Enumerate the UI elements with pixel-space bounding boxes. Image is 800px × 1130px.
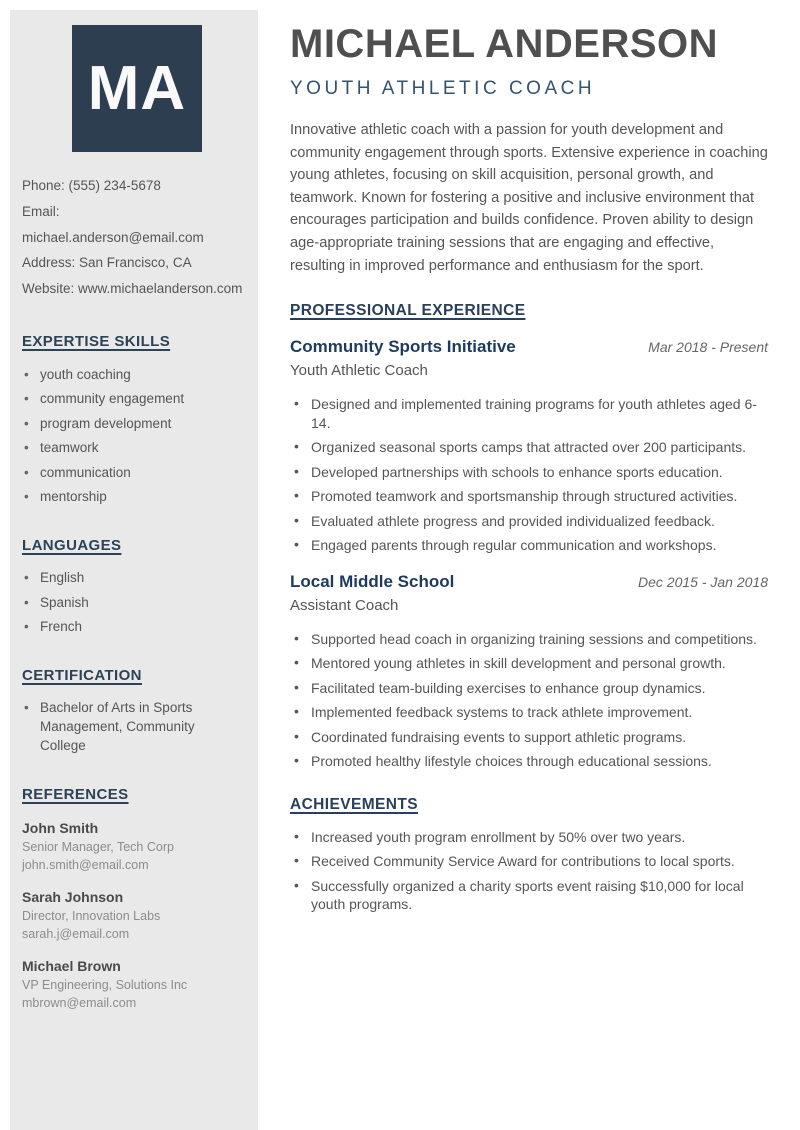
job-bullet: • Supported head coach in organizing training sessions and competitions. [290,630,768,649]
job-bullet: • Engaged parents through regular communication and workshops. [290,536,768,555]
achievements-list [290,828,768,914]
job-bullet: • Evaluated athlete progress and provided individualized feedback. [290,512,768,531]
achievement-bullet: • Received Community Service Award for contributions to local sports. [290,852,768,871]
reference-name: John Smith [22,820,99,837]
language-item: • Spanish [22,593,244,612]
contact-line: Website: www.michaelanderson.com [22,281,243,297]
job-bullet: • Implemented feedback systems to track athlete improvement. [290,703,768,722]
reference-name: Sarah Johnson [22,889,124,906]
job-bullet: • Promoted teamwork and sportsmanship through structured activities. [290,487,768,506]
skill-item: • communication [22,463,244,482]
section-title-professional-experience: PROFESSIONAL EXPERIENCE [290,302,526,320]
job-company: Local Middle School [290,571,455,591]
job-bullet-list [290,630,768,771]
reference-role: Senior Manager, Tech Corp [22,840,174,855]
certification-list [22,698,244,755]
section-title-certification: CERTIFICATION [22,667,142,685]
job-bullet: • Coordinated fundraising events to support athletic programs. [290,728,768,747]
summary-paragraph: Innovative athletic coach with a passion for youth development and community engagement through sports. Extensive experience in coaching young athletes, focusing on skill acquisition, personal growth, and teamwork. Known for fostering a positive and inclusive environment that encourages participation and builds confidence. Proven ability to design age-appropriate training sessions that are engaging and effective, resulting in improved performance and enthusiasm for the sport. [290,122,768,274]
section-title-references: REFERENCES [22,786,129,804]
job-bullet: • Mentored young athletes in skill development and personal growth. [290,654,768,673]
job-bullet: • Facilitated team-building exercises to enhance group dynamics. [290,679,768,698]
job-entry-2 [290,572,768,771]
job-bullet: • Organized seasonal sports camps that attracted over 200 participants. [290,438,768,457]
job-bullet: • Promoted healthy lifestyle choices through educational sessions. [290,752,768,771]
achievement-bullet: • Increased youth program enrollment by 50% over two years. [290,828,768,847]
language-item: • English [22,568,244,587]
job-bullet-list [290,395,768,555]
contact-list [22,173,244,302]
reference-role: Director, Innovation Labs [22,909,161,924]
job-header [290,572,768,592]
person-job-title: YOUTH ATHLETIC COACH [290,78,596,99]
job-dates: Dec 2015 - Jan 2018 [638,573,768,590]
contact-line: Phone: (555) 234-5678 [22,178,161,193]
reference-name: Michael Brown [22,958,121,975]
job-dates: Mar 2018 - Present [648,339,768,356]
skill-item: • youth coaching [22,365,244,384]
job-bullet: • Designed and implemented training programs for youth athletes aged 6-14. [290,395,768,432]
achievement-bullet: • Successfully organized a charity sports event raising $10,000 for local youth programs. [290,877,768,914]
job-bullet: • Developed partnerships with schools to enhance sports education. [290,463,768,482]
reference-email: john.smith@email.com [22,857,149,872]
skill-item: • mentorship [22,487,244,506]
job-role: Assistant Coach [290,596,399,614]
person-name: MICHAEL ANDERSON [290,22,719,66]
contact-line: Email: michael.anderson@email.com [22,203,204,245]
main-column [290,0,768,920]
references-list [22,818,244,1012]
reference-entry [22,818,244,874]
certification-item: • Bachelor of Arts in Sports Management, Community College [22,698,244,755]
section-title-languages: LANGUAGES [22,537,122,555]
job-company: Community Sports Initiative [290,337,516,357]
job-header [290,337,768,357]
language-item: • French [22,617,244,636]
skill-item: • community engagement [22,389,244,408]
section-title-expertise-skills: EXPERTISE SKILLS [22,332,171,350]
monogram-avatar: MA [72,25,202,152]
skills-list [22,365,244,507]
contact-line: Address: San Francisco, CA [22,255,192,271]
skill-item: • program development [22,414,244,433]
reference-entry [22,956,244,1012]
reference-role: VP Engineering, Solutions Inc [22,978,188,993]
sidebar [10,10,258,1130]
skill-item: • teamwork [22,438,244,457]
languages-list [22,568,244,636]
reference-email: sarah.j@email.com [22,926,130,941]
section-title-achievements: ACHIEVEMENTS [290,795,418,813]
job-entry-1 [290,337,768,555]
job-role: Youth Athletic Coach [290,362,428,380]
reference-entry [22,887,244,943]
reference-email: mbrown@email.com [22,995,137,1010]
